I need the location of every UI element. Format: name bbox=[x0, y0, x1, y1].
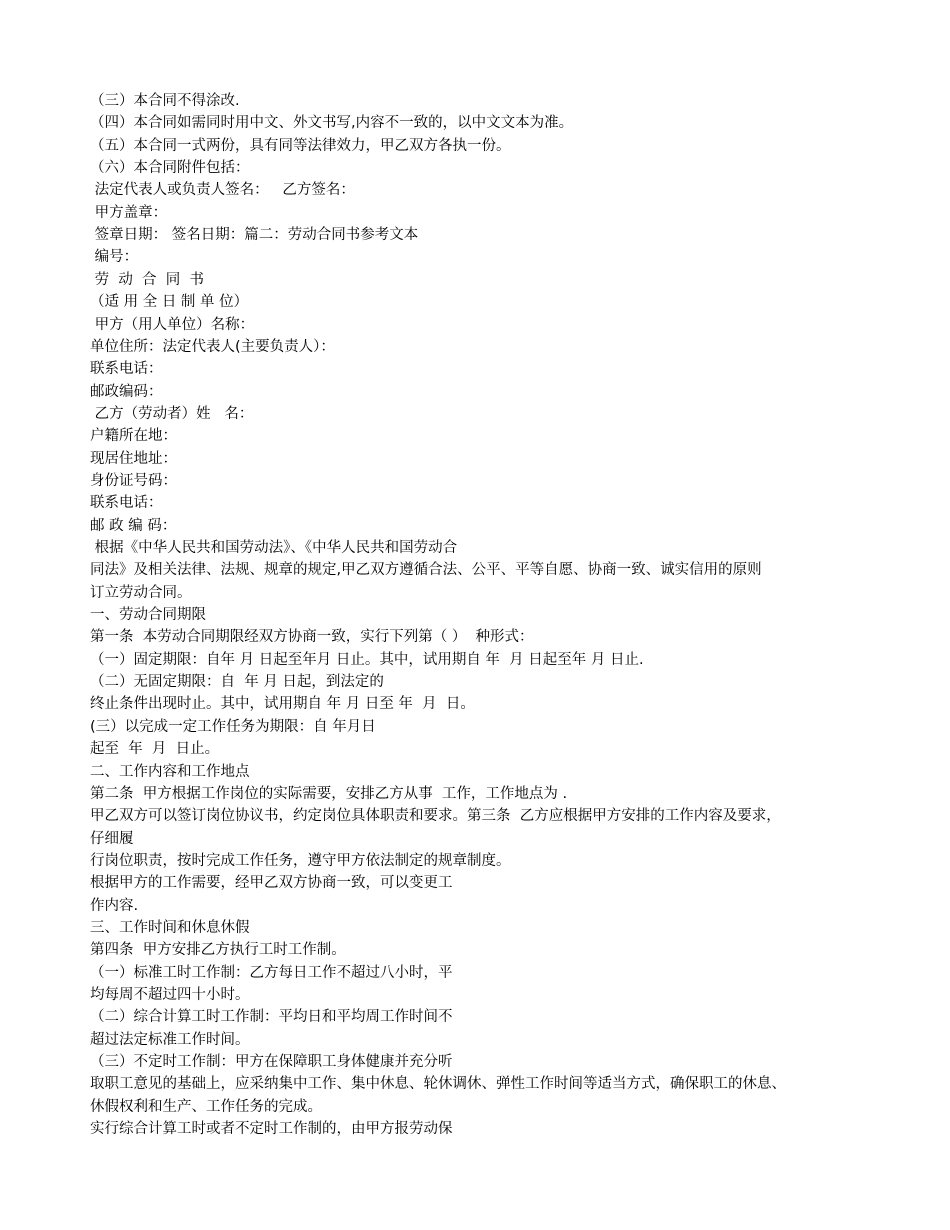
text-line: 联系电话： bbox=[90, 495, 163, 512]
text-line: 行岗位职责，按时完成工作任务，遵守甲方依法制定的规章制度。 bbox=[90, 852, 511, 869]
text-line: （三）不定时工作制：甲方在保障职工身体健康并充分听 bbox=[90, 1054, 453, 1071]
text-line: 甲乙双方可以签订岗位协议书，约定岗位具体职责和要求。第三条 乙方应根据甲方安排的工作内容及要求， bbox=[90, 808, 781, 825]
text-line: 第二条 甲方根据工作岗位的实际需要，安排乙方从事 工作，工作地点为 . bbox=[90, 785, 568, 802]
text-line: 邮 政 编 码： bbox=[90, 517, 177, 534]
text-line: 同法》及相关法律、法规、规章的规定,甲乙双方遵循合法、公平、平等自愿、协商一致、诚实信用的原则 bbox=[90, 562, 762, 579]
text-line: 签章日期： 签名日期：篇二：劳动合同书参考文本 bbox=[90, 227, 419, 244]
text-line: （一）固定期限：自年 月 日起至年月 日止。其中，试用期自 年 月 日起至年 月 日止. bbox=[90, 651, 644, 668]
text-line: 邮政编码： bbox=[90, 383, 163, 400]
text-line: 第一条 本劳动合同期限经双方协商一致，实行下列第（ ） 种形式： bbox=[90, 629, 534, 646]
text-line: （三）本合同不得涂改. bbox=[90, 93, 240, 109]
text-line: 实行综合计算工时或者不定时工作制的，由甲方报劳动保 bbox=[90, 1121, 453, 1138]
text-line: 均每周不超过四十小时。 bbox=[90, 987, 250, 1003]
text-line: 现居住地址： bbox=[90, 450, 177, 467]
text-line: （二）综合计算工时工作制：平均日和平均周工作时间不 bbox=[90, 1009, 453, 1026]
text-line: （一）标准工时工作制：乙方每日工作不超过八小时，平 bbox=[90, 964, 453, 981]
text-line: 甲方盖章： bbox=[90, 204, 168, 221]
text-line: （适 用 全 日 制 单 位） bbox=[90, 294, 249, 311]
text-line: 第四条 甲方安排乙方执行工时工作制。 bbox=[90, 942, 346, 959]
text-line: 劳 动 合 同 书 bbox=[90, 271, 204, 288]
text-line: 三、工作时间和休息休假 bbox=[90, 919, 250, 936]
text-line: （四）本合同如需同时用中文、外文书写,内容不一致的，以中文文本为准。 bbox=[90, 115, 574, 132]
text-line: 二、工作内容和工作地点 bbox=[90, 763, 250, 780]
text-line: 编号： bbox=[90, 249, 139, 266]
text-line: 一、劳动合同期限 bbox=[90, 607, 206, 624]
text-line: 起至 年 月 日止。 bbox=[90, 741, 220, 758]
text-line: 终止条件出现时止。其中，试用期自 年 月 日至 年 月 日。 bbox=[90, 696, 475, 713]
text-line: 根据甲方的工作需要，经甲乙双方协商一致，可以变更工 bbox=[90, 875, 453, 892]
text-line: 乙方（劳动者）姓 名： bbox=[90, 405, 254, 422]
text-line: 单位住所：法定代表人(主要负责人）： bbox=[90, 338, 335, 355]
text-line: 作内容. bbox=[90, 897, 139, 914]
text-line: 休假权利和生产、工作任务的完成。 bbox=[90, 1098, 322, 1115]
text-line: 甲方（用人单位）名称： bbox=[90, 316, 255, 333]
text-line: 取职工意见的基础上，应采纳集中工作、集中休息、轮休调休、弹性工作时间等适当方式，确保职工的休息、 bbox=[90, 1076, 786, 1093]
text-line: 订立劳动合同。 bbox=[90, 584, 192, 601]
text-line: （五）本合同一式两份，具有同等法律效力，甲乙双方各执一份。 bbox=[90, 137, 511, 154]
text-line: 联系电话： bbox=[90, 361, 163, 378]
text-line: 身份证号码： bbox=[90, 472, 177, 489]
text-line: （六）本合同附件包括： bbox=[90, 160, 250, 177]
text-line: 户籍所在地： bbox=[90, 428, 177, 445]
text-line: 仔细履 bbox=[90, 830, 134, 847]
text-line: (三）以完成一定工作任务为期限：自 年月日 bbox=[90, 718, 376, 735]
text-line: 法定代表人或负责人签名： 乙方签名： bbox=[90, 182, 355, 199]
text-line: （二）无固定期限：自 年 月 日起，到法定的 bbox=[90, 674, 384, 691]
text-line: 根据《中华人民共和国劳动法》、《中华人民共和国劳动合 bbox=[90, 540, 458, 556]
text-line: 超过法定标准工作时间。 bbox=[90, 1031, 250, 1048]
